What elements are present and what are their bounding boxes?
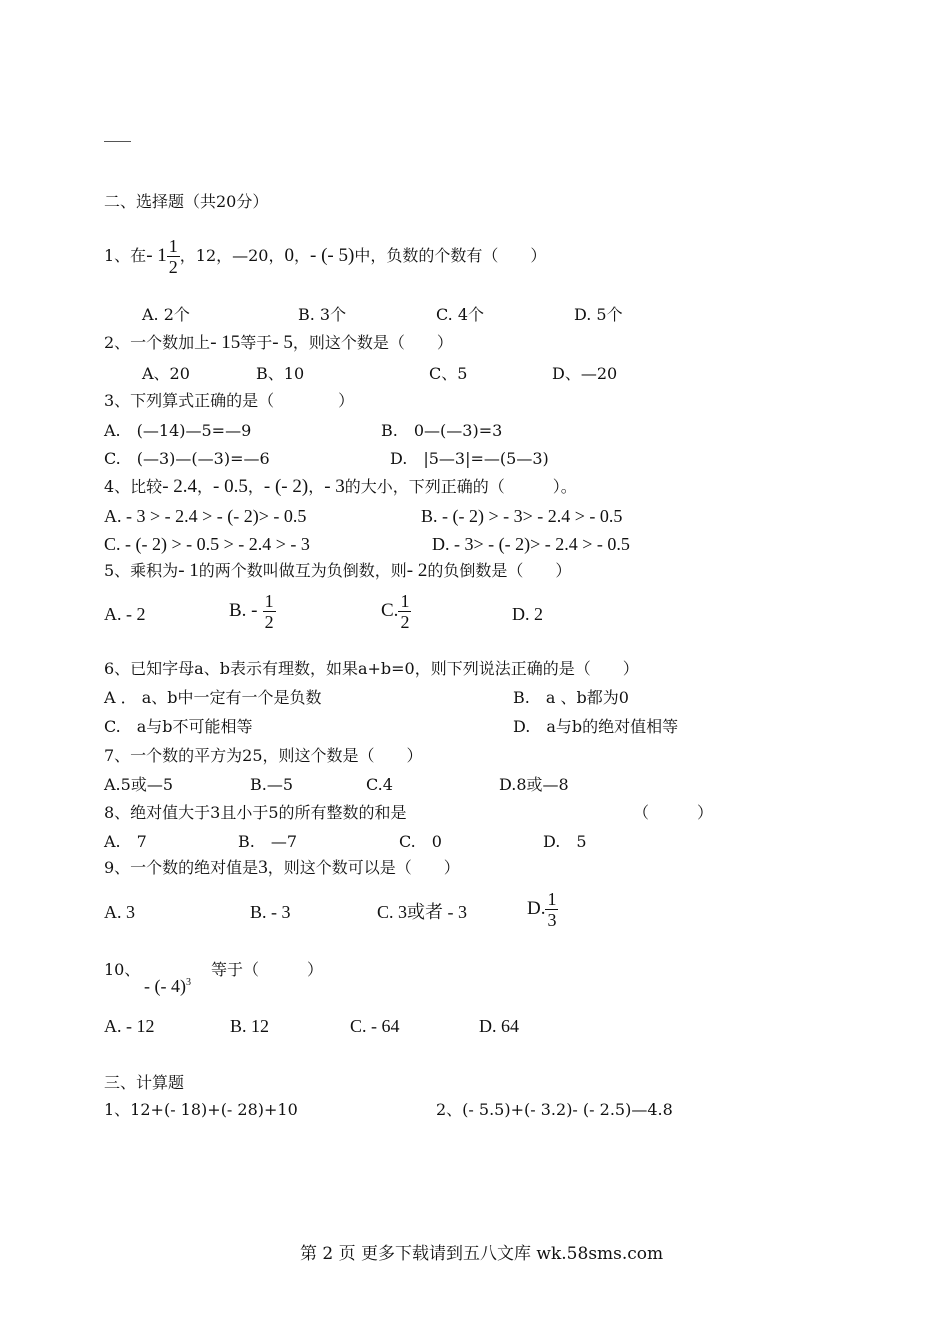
- q5-suffix: 的负倒数是（ ）: [427, 561, 572, 580]
- q5-option-c-label: C.: [381, 600, 399, 621]
- q6-option-c[interactable]: C. a与b不可能相等: [104, 717, 253, 736]
- q5-option-c-fraction: [398, 591, 411, 632]
- q10-exponent: 3: [185, 977, 191, 988]
- q1-suffix: 中，负数的个数有（ ）: [354, 246, 547, 265]
- q4-sep3: ，: [308, 477, 325, 496]
- q1-option-a[interactable]: A. 2个: [142, 305, 190, 324]
- q5-b-den: 2: [264, 612, 274, 632]
- q4-option-d[interactable]: D. - 3> - (- 2)> - 2.4 > - 0.5: [432, 534, 630, 554]
- q1-option-c[interactable]: C. 4个: [436, 305, 485, 324]
- q7-option-b[interactable]: B.—5: [250, 775, 294, 794]
- q8-answer-paren: （ ）: [633, 803, 714, 822]
- q9-option-d[interactable]: [527, 889, 558, 930]
- q4-v4: - 3: [324, 476, 345, 497]
- q8-option-b[interactable]: B. —7: [238, 832, 298, 851]
- q5-option-b-label: B. -: [229, 600, 258, 621]
- q1-comma: ，: [294, 246, 311, 265]
- question-7: 7、一个数的平方为25，则这个数是（ ）: [104, 746, 423, 765]
- question-10-prefix: 10、: [104, 960, 141, 979]
- q1-fraction: [167, 236, 180, 277]
- section3-title: 三、计算题: [104, 1073, 185, 1092]
- q4-option-b[interactable]: B. - (- 2) > - 3> - 2.4 > - 0.5: [421, 506, 623, 526]
- q8-option-c[interactable]: C. 0: [399, 832, 442, 851]
- q3-option-b[interactable]: B. 0—(—3)=3: [381, 421, 503, 440]
- q10-expression: [144, 972, 191, 997]
- q9-option-a[interactable]: A. 3: [104, 902, 135, 922]
- q1-option-b[interactable]: B. 3个: [298, 305, 347, 324]
- q1-prefix: 1、在: [104, 246, 147, 265]
- question-8: 8、绝对值大于3且小于5的所有整数的和是: [104, 803, 407, 822]
- question-1: [104, 236, 546, 277]
- q5-option-b-fraction: [263, 591, 276, 632]
- q9-option-b[interactable]: B. - 3: [250, 902, 291, 922]
- q4-sep1: ，: [197, 477, 214, 496]
- q9-prefix: 9、一个数的绝对值是: [104, 858, 259, 877]
- q6-option-b[interactable]: B. a 、b都为0: [513, 688, 629, 707]
- q5-b: - 2: [406, 560, 428, 581]
- q5-a: - 1: [178, 560, 199, 581]
- q10-option-a[interactable]: A. - 12: [104, 1016, 155, 1036]
- q5-c-den: 2: [400, 612, 410, 632]
- q2-option-d[interactable]: D、—20: [552, 364, 618, 383]
- q4-suffix: 的大小，下列正确的（ ）。: [344, 477, 577, 496]
- question-5: [104, 560, 571, 582]
- q1-expr: - (- 5): [310, 245, 355, 266]
- q6-option-a[interactable]: A ． a、b中一定有一个是负数: [104, 688, 322, 707]
- q10-expr: - (- 4): [144, 976, 186, 996]
- q5-option-a[interactable]: A. - 2: [104, 604, 146, 624]
- page-footer: 第 2 页 更多下载请到五八文库 wk.58sms.com: [300, 1244, 664, 1264]
- q4-v2: - 0.5: [213, 476, 248, 497]
- q9-d-num: 1: [547, 889, 557, 909]
- q7-option-d[interactable]: D.8或—8: [499, 775, 569, 794]
- calc-question-1: 1、12+(- 18)+(- 28)+10: [104, 1100, 298, 1119]
- q4-option-a[interactable]: A. - 3 > - 2.4 > - (- 2)> - 0.5: [104, 506, 307, 526]
- q10-option-b[interactable]: B. 12: [230, 1016, 270, 1036]
- q4-sep2: ，: [247, 477, 264, 496]
- q8-option-a[interactable]: A. 7: [104, 832, 147, 851]
- q9-a: 3: [258, 857, 268, 878]
- question-6: 6、已知字母a、b表示有理数，如果a+b=0，则下列说法正确的是（ ）: [104, 659, 639, 678]
- q3-option-d[interactable]: D. |5—3|=—(5—3): [390, 449, 549, 468]
- q5-mid: 的两个数叫做互为负倒数，则: [198, 561, 407, 580]
- q2-suffix: ，则这个数是（ ）: [292, 333, 453, 352]
- q2-option-b[interactable]: B、10: [256, 364, 305, 383]
- q5-b-num: 1: [264, 591, 274, 611]
- q5-c-num: 1: [400, 591, 410, 611]
- q5-option-c[interactable]: [381, 591, 411, 632]
- q5-option-d[interactable]: D. 2: [512, 604, 543, 624]
- q2-b: - 5: [272, 332, 293, 353]
- question-9: [104, 857, 460, 879]
- calc-question-2: 2、(- 5.5)+(- 3.2)- (- 2.5)—4.8: [436, 1100, 673, 1119]
- q1-zero: 0: [284, 245, 294, 266]
- q9-suffix: ，则这个数可以是（ ）: [267, 858, 460, 877]
- q9-option-d-fraction: [545, 889, 558, 930]
- q1-frac-den: 2: [168, 257, 178, 277]
- q1-option-d[interactable]: D. 5个: [574, 305, 623, 324]
- question-4: [104, 476, 577, 498]
- q7-option-c[interactable]: C.4: [366, 775, 393, 794]
- q10-option-c[interactable]: C. - 64: [350, 1016, 400, 1036]
- q3-option-c[interactable]: C. (—3)—(—3)=—6: [104, 449, 270, 468]
- q1-mid: ，12，—20，: [179, 246, 285, 265]
- q1-frac-num: 1: [168, 236, 178, 256]
- q4-v1: - 2.4: [162, 476, 198, 497]
- q7-option-a[interactable]: A.5或—5: [104, 775, 174, 794]
- q2-mid: 等于: [240, 333, 273, 352]
- q10-option-d[interactable]: D. 64: [479, 1016, 519, 1036]
- q4-option-c[interactable]: C. - (- 2) > - 0.5 > - 2.4 > - 3: [104, 534, 310, 554]
- q2-option-a[interactable]: A、20: [142, 364, 190, 383]
- section2-title: 二、选择题（共20分）: [104, 192, 269, 211]
- q9-option-c[interactable]: C. 3或者 - 3: [377, 902, 467, 922]
- q2-a: - 15: [210, 332, 241, 353]
- q4-prefix: 4、比较: [104, 477, 163, 496]
- q9-d-den: 3: [547, 910, 557, 930]
- question-2: [104, 332, 453, 354]
- q6-option-d[interactable]: D. a与b的绝对值相等: [513, 717, 679, 736]
- q5-option-b[interactable]: [229, 591, 276, 632]
- q5-prefix: 5、乘积为: [104, 561, 179, 580]
- q2-option-c[interactable]: C、5: [429, 364, 468, 383]
- q1-neg-mixed: - 1: [146, 245, 167, 266]
- question-3: 3、下列算式正确的是（ ）: [104, 391, 355, 410]
- q4-v3: - (- 2): [263, 476, 309, 497]
- q9-option-d-label: D.: [527, 898, 546, 919]
- q10-suffix: 等于（ ）: [211, 960, 324, 979]
- top-rule: [104, 141, 131, 142]
- q2-prefix: 2、一个数加上: [104, 333, 211, 352]
- q3-option-a[interactable]: A. (—14)—5=—9: [104, 421, 252, 440]
- q8-option-d[interactable]: D. 5: [543, 832, 587, 851]
